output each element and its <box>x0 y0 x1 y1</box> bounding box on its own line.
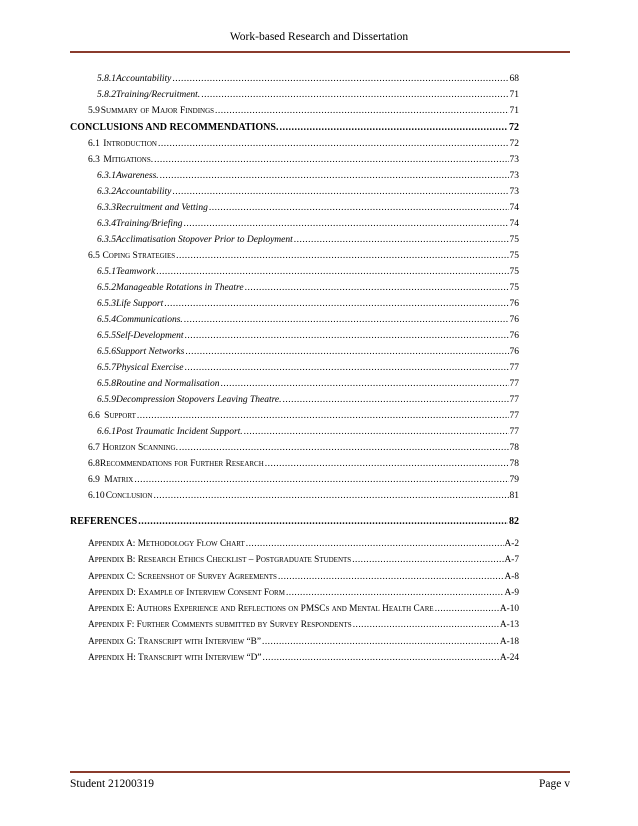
toc-leader <box>220 379 508 389</box>
toc-leader <box>138 516 508 527</box>
toc-entry[interactable] <box>70 187 519 203</box>
toc-page-number: 81 <box>509 491 519 501</box>
toc-group-section-6 <box>70 139 519 507</box>
toc-entry-number: 6.6 <box>88 411 100 421</box>
toc-entry[interactable] <box>70 315 519 331</box>
toc-entry-number: 6.3 <box>88 155 100 165</box>
toc-entry-title: Accountability <box>116 187 172 197</box>
toc-entry[interactable] <box>70 331 519 347</box>
toc-gap <box>70 507 519 516</box>
toc-leader <box>154 155 508 165</box>
toc-entry-title: Appendix G: Transcript with Interview “B” <box>88 636 262 647</box>
toc-page-number: A-10 <box>499 604 519 615</box>
toc-entry[interactable] <box>70 139 519 155</box>
toc-page-number: 75 <box>509 283 519 293</box>
toc-page-number: 71 <box>509 90 519 100</box>
toc-entry-number: 6.1 <box>88 139 100 149</box>
toc-entry-title: Training/Briefing <box>116 219 183 229</box>
toc-page-number: 78 <box>509 459 519 469</box>
toc-entry[interactable] <box>70 475 519 491</box>
toc-appendix-entry[interactable] <box>70 604 519 620</box>
toc-entry-title: Decompression Stopovers Leaving Theatre. <box>116 395 282 405</box>
toc-page-number: 76 <box>509 347 519 357</box>
toc-page-number: 73 <box>509 187 519 197</box>
toc-entry-title: Appendix C: Screenshot of Survey Agreements <box>88 571 277 582</box>
toc-entry[interactable] <box>70 395 519 411</box>
toc-entry-number: 6.5.7 <box>97 363 116 373</box>
toc-entry-number: 6.3.4 <box>97 219 116 229</box>
toc-leader <box>352 555 503 565</box>
toc-leader <box>353 620 499 630</box>
toc-leader <box>245 283 509 293</box>
toc-leader <box>184 219 509 229</box>
toc-chapter-conclusions[interactable] <box>70 122 519 139</box>
toc-entry-number: 6.3.5 <box>97 235 116 245</box>
toc-entry-title: Appendix B: Research Ethics Checklist – Postgraduate Students <box>88 555 352 566</box>
toc-page-number: 77 <box>509 411 519 421</box>
toc-page-number: A-8 <box>504 571 519 582</box>
toc-leader <box>246 539 504 549</box>
toc-entry-number: 6.3.2 <box>97 187 116 197</box>
toc-entry-number: 6.5 <box>88 251 100 261</box>
toc-page-number: 77 <box>509 363 519 373</box>
toc-entry[interactable] <box>70 90 519 106</box>
toc-leader <box>156 267 508 277</box>
toc-entry-title: Acclimatisation Stopover Prior to Deployment <box>116 235 293 245</box>
toc-chapter-title: REFERENCES <box>70 516 138 527</box>
toc-entry-title: Recruitment and Vetting <box>116 203 208 213</box>
header-rule <box>70 51 570 53</box>
toc-page-number: 73 <box>509 155 519 165</box>
toc-leader <box>172 187 508 197</box>
toc-page-number: 75 <box>509 267 519 277</box>
toc-entry-title: Conclusion <box>105 491 153 501</box>
toc-entry-title: Accountability <box>116 74 172 84</box>
footer-page-number: Page v <box>539 778 570 790</box>
toc-page-number: 68 <box>509 74 519 84</box>
toc-leader <box>262 637 499 647</box>
toc-page-number: 82 <box>509 516 519 527</box>
toc-page-number: A-7 <box>504 555 519 566</box>
toc-entry-title: Matrix <box>104 475 134 485</box>
toc-page-number: 77 <box>509 395 519 405</box>
toc-leader <box>278 572 504 582</box>
table-of-contents <box>70 74 519 669</box>
toc-entry[interactable] <box>70 74 519 90</box>
toc-entry[interactable] <box>70 203 519 219</box>
toc-entry-title: Training/Recruitment. <box>116 90 201 100</box>
toc-entry[interactable] <box>70 347 519 363</box>
toc-leader <box>263 653 499 663</box>
toc-leader <box>158 139 509 149</box>
toc-page-number: 76 <box>509 299 519 309</box>
toc-entry-title: Recommendations for Further Research <box>99 459 264 469</box>
toc-chapter-references[interactable] <box>70 516 519 533</box>
toc-entry-title: Coping Strategies <box>102 251 176 261</box>
toc-leader <box>153 491 508 501</box>
toc-entry[interactable] <box>70 171 519 187</box>
toc-appendix-entry[interactable] <box>70 637 519 653</box>
toc-leader <box>244 427 509 437</box>
toc-leader <box>185 347 508 357</box>
toc-entry-title: Horizon Scanning. <box>102 443 178 453</box>
toc-appendix-entry[interactable] <box>70 555 519 571</box>
toc-appendix-entry[interactable] <box>70 653 519 669</box>
toc-page-number: A-9 <box>504 587 519 598</box>
toc-leader <box>279 122 508 133</box>
toc-entry-title: Appendix E: Authors Experience and Reflections on PMSCs and Mental Health Care <box>88 604 434 615</box>
toc-leader <box>184 363 508 373</box>
toc-appendix-entry[interactable] <box>70 620 519 636</box>
toc-entry[interactable] <box>70 251 519 267</box>
toc-entry-number: 5.9 <box>88 106 100 116</box>
toc-page-number: A-24 <box>499 653 519 664</box>
toc-entry-number: 6.5.1 <box>97 267 116 277</box>
toc-leader <box>286 588 504 598</box>
toc-page-number: A-2 <box>504 539 519 549</box>
toc-leader <box>160 171 509 181</box>
toc-page-number: A-18 <box>499 636 519 647</box>
toc-entry-number: 6.9 <box>88 475 100 485</box>
toc-leader <box>185 331 509 341</box>
toc-entry-title: Physical Exercise <box>116 363 184 373</box>
toc-entry-title: Communications. <box>116 315 183 325</box>
toc-chapter-title: CONCLUSIONS AND RECOMMENDATIONS. <box>70 122 279 133</box>
toc-leader <box>184 315 509 325</box>
footer-student-id: Student 21200319 <box>70 778 155 790</box>
toc-page-number: 78 <box>509 443 519 453</box>
toc-leader <box>209 203 509 213</box>
toc-entry-title: Routine and Normalisation <box>116 379 220 389</box>
toc-entry[interactable] <box>70 235 519 251</box>
toc-entry-title: Awareness. <box>116 171 159 181</box>
toc-entry-title: Appendix F: Further Comments submitted by Survey Respondents <box>88 620 352 631</box>
toc-page-number: 77 <box>509 427 519 437</box>
page-header: Work-based Research and Dissertation <box>229 31 409 43</box>
toc-page-number: 73 <box>509 171 519 181</box>
toc-entry-title: Appendix D: Example of Interview Consent Form <box>88 587 285 598</box>
toc-page-number: 72 <box>509 139 519 149</box>
toc-entry-number: 6.5.6 <box>97 347 116 357</box>
toc-leader <box>294 235 509 245</box>
toc-entry[interactable] <box>70 363 519 379</box>
toc-entry[interactable] <box>70 155 519 171</box>
toc-leader <box>134 475 508 485</box>
toc-appendices <box>70 539 519 669</box>
toc-entry-number: 6.5.5 <box>97 331 116 341</box>
toc-page-number: A-13 <box>499 620 519 631</box>
toc-entry-number: 6.5.3 <box>97 299 116 309</box>
toc-entry[interactable] <box>70 379 519 395</box>
toc-entry-number: 6.6.1 <box>97 427 116 437</box>
toc-entry[interactable] <box>70 491 519 507</box>
toc-leader <box>201 90 508 100</box>
toc-appendix-entry[interactable] <box>70 539 519 555</box>
toc-entry-title: Self-Development <box>116 331 184 341</box>
toc-leader <box>215 106 508 116</box>
toc-group-section-5 <box>70 74 519 122</box>
toc-entry[interactable] <box>70 267 519 283</box>
toc-entry[interactable] <box>70 427 519 443</box>
toc-leader <box>176 251 508 261</box>
toc-page-number: 74 <box>509 203 519 213</box>
toc-entry[interactable] <box>70 459 519 475</box>
toc-entry[interactable] <box>70 106 519 122</box>
toc-leader <box>435 604 499 614</box>
toc-entry[interactable] <box>70 283 519 299</box>
toc-entry-title: Teamwork <box>116 267 156 277</box>
toc-leader <box>164 299 508 309</box>
toc-entry-number: 5.8.1 <box>97 74 116 84</box>
toc-page-number: 77 <box>509 379 519 389</box>
toc-page-number: 74 <box>509 219 519 229</box>
toc-entry[interactable] <box>70 411 519 427</box>
toc-page-number: 72 <box>509 122 519 133</box>
toc-page-number: 76 <box>509 315 519 325</box>
toc-page-number: 79 <box>509 475 519 485</box>
toc-entry-title: Mitigations. <box>103 155 154 165</box>
toc-entry-number: 6.3.3 <box>97 203 116 213</box>
toc-entry-number: 6.5.4 <box>97 315 116 325</box>
toc-entry-title: Manageable Rotations in Theatre <box>116 283 244 293</box>
toc-entry-title: Post Traumatic Incident Support. <box>116 427 243 437</box>
toc-entry-number: 6.5.8 <box>97 379 116 389</box>
toc-entry-title: Appendix A: Methodology Flow Chart <box>88 539 245 549</box>
toc-leader <box>172 74 508 84</box>
toc-entry-title: Support Networks <box>116 347 185 357</box>
toc-entry[interactable] <box>70 299 519 315</box>
toc-entry[interactable] <box>70 219 519 235</box>
toc-leader <box>265 459 509 469</box>
toc-entry-number: 5.8.2 <box>97 90 116 100</box>
toc-appendix-entry[interactable] <box>70 588 519 604</box>
toc-entry-title: Introduction <box>103 139 157 149</box>
toc-entry-number: 6.10 <box>88 491 105 501</box>
footer-rule <box>70 771 570 773</box>
toc-page-number: 75 <box>509 251 519 261</box>
toc-page-number: 75 <box>509 235 519 245</box>
toc-leader <box>283 395 509 405</box>
toc-entry-title: Appendix H: Transcript with Interview “D” <box>88 653 262 664</box>
toc-page-number: 76 <box>509 331 519 341</box>
toc-entry-title: Support <box>104 411 136 421</box>
toc-entry-title: Life Support <box>116 299 164 309</box>
toc-appendix-entry[interactable] <box>70 572 519 588</box>
toc-leader <box>179 443 509 453</box>
toc-entry-number: 6.5.9 <box>97 395 116 405</box>
toc-entry-number: 6.8 <box>88 459 100 469</box>
toc-entry[interactable] <box>70 443 519 459</box>
toc-entry-number: 6.3.1 <box>97 171 116 181</box>
toc-entry-title: Summary of Major Findings <box>100 106 215 116</box>
toc-entry-number: 6.5.2 <box>97 283 116 293</box>
toc-entry-number: 6.7 <box>88 443 100 453</box>
toc-page-number: 71 <box>509 106 519 116</box>
toc-leader <box>137 411 509 421</box>
